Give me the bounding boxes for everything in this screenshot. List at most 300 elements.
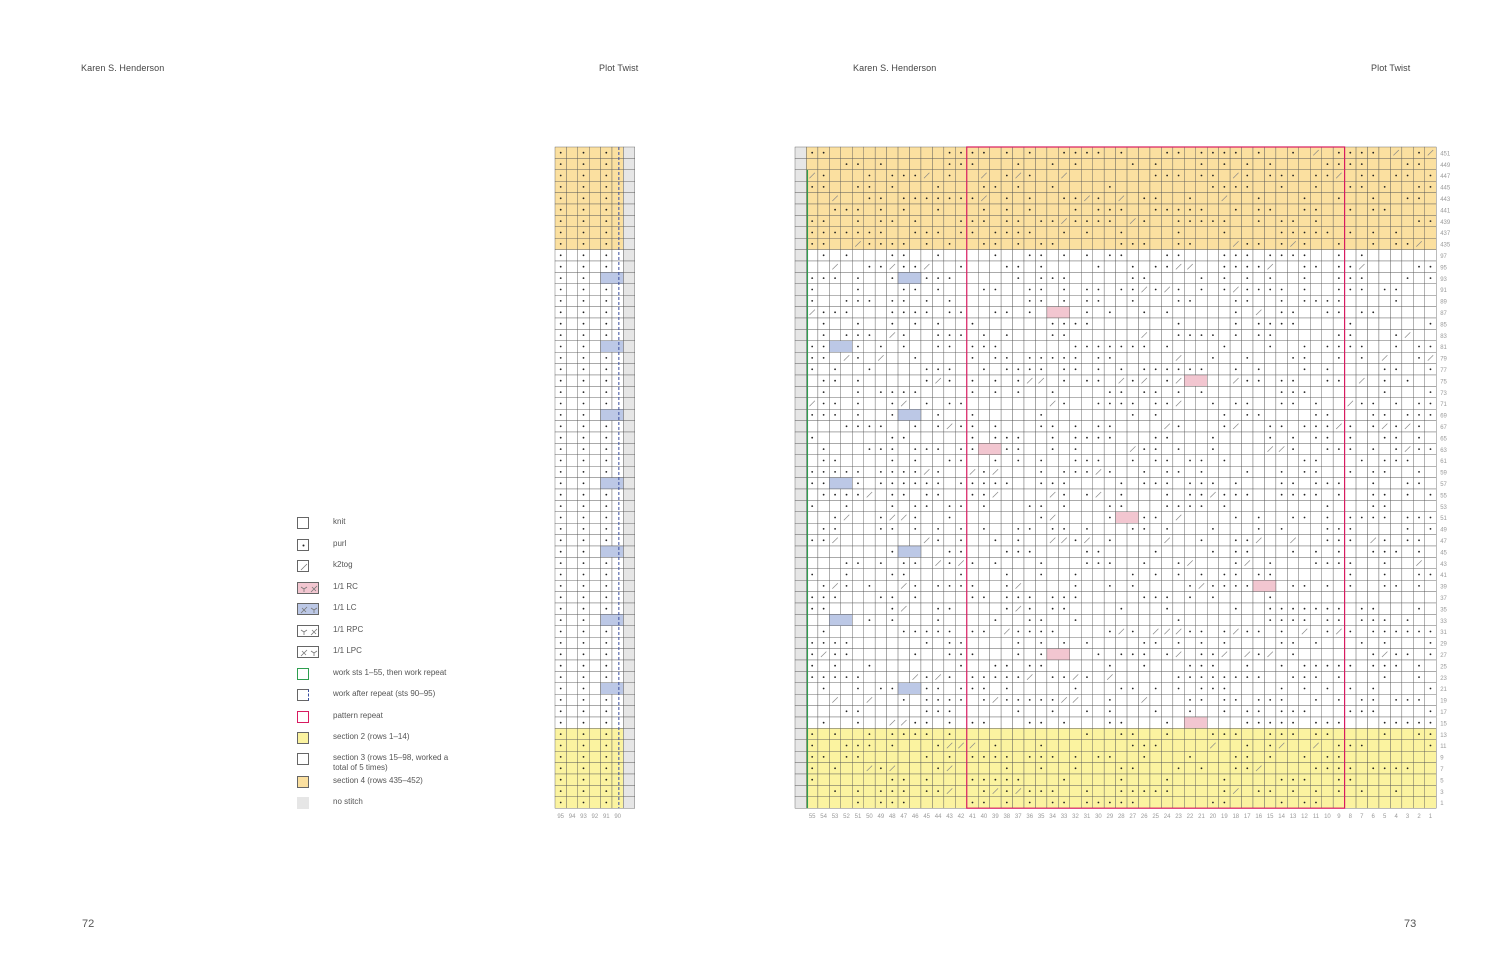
purl-dot — [583, 779, 585, 781]
purl-dot — [857, 220, 859, 222]
stitch-cell — [1081, 421, 1092, 432]
stitch-cell — [944, 261, 955, 272]
stitch-cell — [967, 614, 978, 625]
purl-dot — [1430, 391, 1432, 393]
purl-dot — [583, 745, 585, 747]
stitch-cell — [990, 512, 1001, 523]
purl-dot — [583, 539, 585, 541]
stitch-cell — [1104, 329, 1115, 340]
purl-dot — [1075, 460, 1077, 462]
stitch-cell — [1242, 364, 1253, 375]
purl-dot — [1040, 266, 1042, 268]
purl-dot — [972, 414, 974, 416]
stitch-cell — [1001, 512, 1012, 523]
stitch-cell — [1127, 250, 1138, 261]
stitch-cell — [1161, 569, 1172, 580]
purl-dot — [1029, 722, 1031, 724]
stitch-cell — [1093, 250, 1104, 261]
purl-dot — [823, 596, 825, 598]
purl-dot — [1040, 300, 1042, 302]
purl-dot — [1327, 585, 1329, 587]
purl-dot — [1384, 505, 1386, 507]
stitch-cell — [921, 569, 932, 580]
stitch-cell — [1127, 557, 1138, 568]
purl-dot — [903, 482, 905, 484]
purl-dot — [949, 334, 951, 336]
purl-dot — [857, 494, 859, 496]
stitch-cell — [910, 375, 921, 386]
purl-dot — [823, 311, 825, 313]
purl-dot — [1029, 699, 1031, 701]
stitch-cell — [1413, 683, 1424, 694]
stitch-cell — [955, 364, 966, 375]
stitch-cell — [887, 580, 898, 591]
stitch-cell — [864, 706, 875, 717]
purl-dot — [1109, 186, 1111, 188]
stitch-cell — [623, 740, 634, 751]
purl-dot — [583, 300, 585, 302]
stitch-cell — [806, 626, 817, 637]
stitch-cell — [1242, 443, 1253, 454]
purl-dot — [605, 756, 607, 758]
purl-dot — [1086, 232, 1088, 234]
stitch-cell — [1184, 523, 1195, 534]
purl-dot — [1223, 414, 1225, 416]
purl-dot — [857, 323, 859, 325]
stitch-cell — [1207, 557, 1218, 568]
stitch-cell — [967, 364, 978, 375]
stitch-cell — [1242, 500, 1253, 511]
stitch-cell — [1207, 204, 1218, 215]
purl-dot — [834, 471, 836, 473]
purl-dot — [1098, 403, 1100, 405]
purl-dot — [869, 745, 871, 747]
purl-dot — [823, 380, 825, 382]
stitch-cell — [898, 614, 909, 625]
purl-dot — [811, 608, 813, 610]
stitch-cell — [612, 318, 623, 329]
purl-dot — [1246, 494, 1248, 496]
stitch-cell — [1276, 535, 1287, 546]
purl-dot — [1063, 152, 1065, 154]
stitch-cell — [795, 352, 806, 363]
purl-dot — [1304, 391, 1306, 393]
lc-cable — [829, 478, 852, 489]
stitch-cell — [806, 694, 817, 705]
stitch-cell — [818, 261, 829, 272]
stitch-cell — [1287, 329, 1298, 340]
purl-dot — [1315, 699, 1317, 701]
stitch-cell — [1081, 569, 1092, 580]
purl-dot — [1418, 722, 1420, 724]
purl-dot — [823, 539, 825, 541]
purl-dot — [1132, 653, 1134, 655]
stitch-cell — [1310, 284, 1321, 295]
purl-dot — [605, 289, 607, 291]
purl-dot — [903, 209, 905, 211]
stitch-cell — [795, 592, 806, 603]
purl-dot — [1075, 346, 1077, 348]
purl-dot — [1029, 619, 1031, 621]
stitch-cell — [1150, 375, 1161, 386]
purl-dot — [1201, 163, 1203, 165]
stitch-cell — [623, 580, 634, 591]
purl-dot — [937, 186, 939, 188]
purl-dot — [1040, 289, 1042, 291]
purl-dot — [834, 380, 836, 382]
stitch-cell — [887, 637, 898, 648]
purl-dot — [1040, 505, 1042, 507]
stitch-cell — [1390, 603, 1401, 614]
stitch-cell — [1345, 649, 1356, 660]
stitch-cell — [818, 421, 829, 432]
stitch-cell — [1230, 592, 1241, 603]
purl-dot — [1258, 574, 1260, 576]
stitch-cell — [829, 706, 840, 717]
purl-dot — [560, 232, 562, 234]
stitch-cell — [1001, 740, 1012, 751]
stitch-cell — [1368, 364, 1379, 375]
stitch-cell — [1116, 455, 1127, 466]
stitch-cell — [566, 683, 577, 694]
stitch-cell — [898, 364, 909, 375]
stitch-cell — [1081, 500, 1092, 511]
purl-dot — [1349, 710, 1351, 712]
stitch-cell — [1093, 614, 1104, 625]
lc-cable — [601, 683, 624, 694]
stitch-cell — [898, 523, 909, 534]
stitch-cell — [944, 478, 955, 489]
purl-dot — [1338, 676, 1340, 678]
stitch-cell — [955, 432, 966, 443]
purl-dot — [823, 676, 825, 678]
purl-dot — [1143, 642, 1145, 644]
purl-dot — [1132, 733, 1134, 735]
purl-dot — [926, 688, 928, 690]
stitch-cell — [1196, 318, 1207, 329]
stitch-cell — [978, 740, 989, 751]
purl-dot — [1063, 722, 1065, 724]
purl-dot — [1189, 220, 1191, 222]
stitch-cell — [795, 421, 806, 432]
stitch-cell — [1173, 478, 1184, 489]
purl-dot — [605, 425, 607, 427]
stitch-cell — [1127, 204, 1138, 215]
stitch-cell — [1333, 512, 1344, 523]
stitch-cell — [566, 728, 577, 739]
purl-dot — [1281, 688, 1283, 690]
stitch-cell — [1081, 694, 1092, 705]
stitch-cell — [1333, 386, 1344, 397]
purl-dot — [1017, 596, 1019, 598]
purl-dot — [583, 152, 585, 154]
purl-dot — [972, 425, 974, 427]
stitch-cell — [1173, 409, 1184, 420]
stitch-cell — [1161, 181, 1172, 192]
purl-dot — [1281, 722, 1283, 724]
stitch-cell — [1173, 546, 1184, 557]
purl-dot — [1361, 699, 1363, 701]
stitch-cell — [1161, 238, 1172, 249]
stitch-cell — [1001, 398, 1012, 409]
purl-dot — [949, 380, 951, 382]
purl-dot — [560, 619, 562, 621]
stitch-cell — [1047, 455, 1058, 466]
row-label: 93 — [1440, 276, 1447, 283]
purl-dot — [811, 186, 813, 188]
purl-dot — [869, 197, 871, 199]
purl-dot — [1269, 596, 1271, 598]
stitch-cell — [887, 694, 898, 705]
stitch-cell — [990, 158, 1001, 169]
purl-dot — [926, 448, 928, 450]
stitch-cell — [910, 147, 921, 158]
stitch-cell — [612, 717, 623, 728]
stitch-cell — [967, 660, 978, 671]
purl-dot — [1292, 357, 1294, 359]
stitch-cell — [1127, 637, 1138, 648]
stitch-cell — [967, 523, 978, 534]
stitch-cell — [967, 250, 978, 261]
purl-dot — [1315, 733, 1317, 735]
stitch-cell — [967, 204, 978, 215]
purl-dot — [1017, 380, 1019, 382]
stitch-cell — [829, 170, 840, 181]
purl-dot — [1361, 710, 1363, 712]
purl-dot — [811, 505, 813, 507]
purl-dot — [605, 505, 607, 507]
purl-dot — [823, 232, 825, 234]
purl-dot — [1109, 209, 1111, 211]
stitch-cell — [1093, 307, 1104, 318]
stitch-cell — [1310, 352, 1321, 363]
stitch-cell — [898, 455, 909, 466]
purl-dot — [1327, 688, 1329, 690]
stitch-cell — [864, 204, 875, 215]
purl-dot — [926, 300, 928, 302]
stitch-cell — [1253, 500, 1264, 511]
stitch-cell — [990, 147, 1001, 158]
stitch-cell — [589, 409, 600, 420]
stitch-cell — [1024, 386, 1035, 397]
purl-dot — [1292, 152, 1294, 154]
purl-dot — [1223, 642, 1225, 644]
purl-dot — [994, 665, 996, 667]
stitch-cell — [1047, 295, 1058, 306]
stitch-cell — [1402, 671, 1413, 682]
stitch-cell — [921, 603, 932, 614]
purl-dot — [1098, 562, 1100, 564]
purl-dot — [560, 311, 562, 313]
stitch-cell — [1070, 170, 1081, 181]
stitch-cell — [978, 557, 989, 568]
stitch-cell — [1081, 409, 1092, 420]
stitch-cell — [1425, 250, 1436, 261]
stitch-cell — [875, 398, 886, 409]
stitch-cell — [932, 170, 943, 181]
stitch-cell — [1001, 318, 1012, 329]
stitch-cell — [829, 717, 840, 728]
purl-dot — [1029, 254, 1031, 256]
stitch-cell — [566, 409, 577, 420]
stitch-cell — [978, 569, 989, 580]
purl-dot — [1430, 448, 1432, 450]
stitch-cell — [1379, 329, 1390, 340]
purl-dot — [1258, 323, 1260, 325]
stitch-cell — [1150, 535, 1161, 546]
stitch-cell — [1047, 637, 1058, 648]
stitch-cell — [1047, 740, 1058, 751]
purl-dot — [1235, 209, 1237, 211]
purl-dot — [560, 517, 562, 519]
stitch-cell — [841, 181, 852, 192]
purl-dot — [1212, 585, 1214, 587]
purl-dot — [1166, 596, 1168, 598]
stitch-cell — [1013, 614, 1024, 625]
stitch-cell — [1345, 694, 1356, 705]
stitch-cell — [1173, 706, 1184, 717]
stitch-cell — [795, 706, 806, 717]
stitch-cell — [806, 683, 817, 694]
stitch-cell — [1219, 238, 1230, 249]
purl-dot — [605, 767, 607, 769]
stitch-cell — [1253, 352, 1264, 363]
stitch-cell — [932, 660, 943, 671]
stitch-cell — [1070, 478, 1081, 489]
stitch-cell — [1024, 478, 1035, 489]
lc-cable — [601, 478, 624, 489]
purl-dot — [834, 517, 836, 519]
purl-dot — [1407, 460, 1409, 462]
stitch-cell — [1379, 592, 1390, 603]
purl-dot — [1086, 676, 1088, 678]
purl-dot — [1166, 494, 1168, 496]
purl-dot — [560, 175, 562, 177]
stitch-cell — [1333, 398, 1344, 409]
purl-dot — [1407, 163, 1409, 165]
stitch-cell — [1264, 535, 1275, 546]
purl-dot — [1315, 414, 1317, 416]
purl-dot — [1132, 414, 1134, 416]
purl-dot — [1086, 346, 1088, 348]
stitch-cell — [1299, 215, 1310, 226]
purl-dot — [1155, 437, 1157, 439]
stitch-cell — [1390, 489, 1401, 500]
stitch-cell — [1333, 500, 1344, 511]
purl-dot — [560, 574, 562, 576]
purl-dot — [1292, 175, 1294, 177]
stitch-cell — [978, 546, 989, 557]
purl-dot — [1304, 232, 1306, 234]
stitch-cell — [1230, 215, 1241, 226]
stitch-cell — [1024, 238, 1035, 249]
purl-dot — [1361, 608, 1363, 610]
stitch-cell — [1001, 272, 1012, 283]
stitch-cell — [1310, 580, 1321, 591]
stitch-cell — [623, 227, 634, 238]
stitch-cell — [1127, 181, 1138, 192]
purl-dot — [1212, 653, 1214, 655]
purl-dot — [1395, 243, 1397, 245]
purl-dot — [983, 676, 985, 678]
purl-dot — [823, 608, 825, 610]
stitch-cell — [887, 649, 898, 660]
stitch-cell — [978, 512, 989, 523]
stitch-cell — [1161, 443, 1172, 454]
purl-dot — [949, 152, 951, 154]
stitch-cell — [978, 728, 989, 739]
stitch-cell — [1390, 592, 1401, 603]
stitch-cell — [566, 170, 577, 181]
stitch-cell — [1070, 272, 1081, 283]
stitch-cell — [806, 204, 817, 215]
purl-dot — [811, 482, 813, 484]
purl-dot — [1063, 494, 1065, 496]
purl-dot — [1006, 551, 1008, 553]
purl-dot — [857, 300, 859, 302]
purl-dot — [1407, 175, 1409, 177]
purl-dot — [1315, 266, 1317, 268]
purl-dot — [1120, 209, 1122, 211]
purl-dot — [1223, 289, 1225, 291]
stitch-cell — [589, 637, 600, 648]
purl-dot — [1338, 311, 1340, 313]
purl-dot — [914, 197, 916, 199]
stitch-cell — [1196, 193, 1207, 204]
purl-dot — [1258, 517, 1260, 519]
purl-dot — [1166, 380, 1168, 382]
stitch-cell — [818, 694, 829, 705]
purl-dot — [1143, 517, 1145, 519]
purl-dot — [1155, 448, 1157, 450]
stitch-cell — [955, 512, 966, 523]
purl-dot — [1075, 357, 1077, 359]
stitch-cell — [978, 649, 989, 660]
purl-dot — [949, 653, 951, 655]
purl-dot — [583, 380, 585, 382]
stitch-cell — [1013, 295, 1024, 306]
purl-dot — [583, 266, 585, 268]
purl-dot — [560, 539, 562, 541]
stitch-cell — [589, 512, 600, 523]
purl-dot — [880, 448, 882, 450]
purl-dot — [1269, 334, 1271, 336]
purl-dot — [1132, 403, 1134, 405]
stitch-cell — [589, 569, 600, 580]
stitch-cell — [1253, 295, 1264, 306]
stitch-cell — [1070, 238, 1081, 249]
purl-dot — [880, 528, 882, 530]
purl-dot — [1361, 403, 1363, 405]
stitch-cell — [852, 614, 863, 625]
purl-dot — [960, 334, 962, 336]
purl-dot — [1109, 631, 1111, 633]
stitch-cell — [829, 546, 840, 557]
stitch-cell — [1116, 352, 1127, 363]
stitch-cell — [978, 455, 989, 466]
purl-dot — [583, 676, 585, 678]
stitch-cell — [841, 170, 852, 181]
stitch-cell — [990, 626, 1001, 637]
stitch-cell — [566, 694, 577, 705]
stitch-cell — [795, 238, 806, 249]
purl-dot — [1201, 175, 1203, 177]
purl-dot — [1281, 391, 1283, 393]
purl-dot — [1132, 745, 1134, 747]
stitch-cell — [910, 238, 921, 249]
purl-dot — [1304, 688, 1306, 690]
stitch-cell — [589, 500, 600, 511]
